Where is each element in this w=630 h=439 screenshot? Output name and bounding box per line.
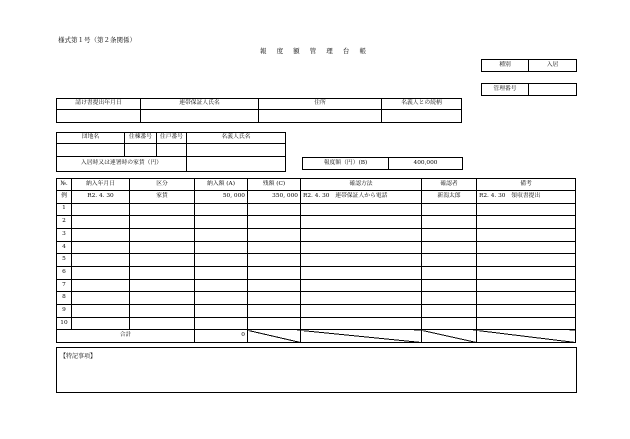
ledger-cell[interactable] xyxy=(72,317,130,330)
example-notes: R2. 4. 30 領収書提出 xyxy=(477,191,576,204)
row-number: 3 xyxy=(57,228,72,241)
ledger-cell[interactable] xyxy=(301,216,422,229)
ledger-cell[interactable] xyxy=(248,317,301,330)
page-title: 報 度 額 管 理 台 帳 xyxy=(260,47,370,55)
ledger-row xyxy=(57,317,576,330)
ledger-header-category: 区分 xyxy=(130,179,195,191)
ledger-total-row xyxy=(57,330,576,343)
housing-building-cell[interactable] xyxy=(125,144,157,157)
total-notes-blank xyxy=(477,330,576,343)
ledger-cell[interactable] xyxy=(301,279,422,292)
ledger-cell[interactable] xyxy=(195,266,248,279)
total-confirmer-blank xyxy=(422,330,477,343)
ledger-cell[interactable] xyxy=(248,203,301,216)
ledger-cell[interactable] xyxy=(422,305,477,318)
row-number: 1 xyxy=(57,203,72,216)
ledger-cell[interactable] xyxy=(130,305,195,318)
ledger-cell[interactable] xyxy=(72,228,130,241)
ledger-cell[interactable] xyxy=(422,203,477,216)
ledger-cell[interactable] xyxy=(477,317,576,330)
total-method-blank xyxy=(301,330,422,343)
ledger-cell[interactable] xyxy=(72,279,130,292)
guarantor-header-address: 住所 xyxy=(259,99,382,110)
remarks-label: 【特記事項】 xyxy=(60,353,97,360)
ledger-cell[interactable] xyxy=(477,254,576,267)
ledger-cell[interactable] xyxy=(72,203,130,216)
ledger-cell[interactable] xyxy=(477,279,576,292)
rent-label: 入居時又は連署時の家賃（円） xyxy=(57,157,187,172)
ledger-cell[interactable] xyxy=(477,266,576,279)
example-amount: 50, 000 xyxy=(195,191,248,204)
ledger-cell[interactable] xyxy=(72,241,130,254)
housing-table xyxy=(56,132,286,172)
ledger-cell[interactable] xyxy=(477,228,576,241)
example-confirmer: 新潟太郎 xyxy=(422,191,477,204)
ledger-cell[interactable] xyxy=(72,292,130,305)
total-value: 0 xyxy=(195,330,248,343)
ledger-cell[interactable] xyxy=(422,241,477,254)
ledger-cell[interactable] xyxy=(422,292,477,305)
ledger-cell[interactable] xyxy=(195,203,248,216)
ledger-cell[interactable] xyxy=(301,266,422,279)
ledger-cell[interactable] xyxy=(248,216,301,229)
ledger-row xyxy=(57,292,576,305)
total-balance-blank xyxy=(248,330,301,343)
row-number: 7 xyxy=(57,279,72,292)
ledger-cell[interactable] xyxy=(195,254,248,267)
ledger-cell[interactable] xyxy=(301,292,422,305)
ledger-header-no: №. xyxy=(57,179,72,191)
ledger-cell[interactable] xyxy=(248,292,301,305)
ledger-cell[interactable] xyxy=(130,228,195,241)
ledger-cell[interactable] xyxy=(195,216,248,229)
ledger-cell[interactable] xyxy=(477,216,576,229)
ledger-header-confirmer: 確認者 xyxy=(422,179,477,191)
guarantor-relation-cell[interactable] xyxy=(382,110,462,123)
guarantor-address-cell[interactable] xyxy=(259,110,382,123)
row-number: 4 xyxy=(57,241,72,254)
ledger-cell[interactable] xyxy=(130,292,195,305)
ledger-cell[interactable] xyxy=(248,305,301,318)
ledger-table xyxy=(56,178,576,343)
category-label: 種別 xyxy=(482,60,529,72)
management-no-value[interactable] xyxy=(529,84,577,96)
guarantor-header-name: 連帯保証人氏名 xyxy=(141,99,259,110)
row-number: 9 xyxy=(57,305,72,318)
ledger-cell[interactable] xyxy=(195,241,248,254)
housing-estate-cell[interactable] xyxy=(57,144,125,157)
ledger-cell[interactable] xyxy=(130,266,195,279)
ledger-cell[interactable] xyxy=(301,241,422,254)
row-number: 2 xyxy=(57,216,72,229)
ledger-row xyxy=(57,279,576,292)
ledger-cell[interactable] xyxy=(301,305,422,318)
ledger-cell[interactable] xyxy=(422,228,477,241)
ledger-cell[interactable] xyxy=(422,317,477,330)
guarantor-header-date: 請け書提出年月日 xyxy=(57,99,141,110)
ledger-cell[interactable] xyxy=(248,279,301,292)
management-no-label: 管理番号 xyxy=(482,84,529,96)
ledger-cell[interactable] xyxy=(195,317,248,330)
ledger-row xyxy=(57,254,576,267)
ledger-cell[interactable] xyxy=(130,317,195,330)
form-number: 様式第１号（第２条関係） xyxy=(58,36,136,44)
remarks-box[interactable] xyxy=(56,347,577,393)
housing-header-estate: 団地名 xyxy=(57,133,125,144)
category-value[interactable]: 入居 xyxy=(529,60,577,72)
limit-label: 報度額（円）(B) xyxy=(303,158,389,170)
housing-header-holder: 名義人氏名 xyxy=(187,133,286,144)
housing-holder-cell[interactable] xyxy=(187,144,286,157)
ledger-cell[interactable] xyxy=(72,254,130,267)
ledger-cell[interactable] xyxy=(422,279,477,292)
ledger-cell[interactable] xyxy=(422,254,477,267)
ledger-cell[interactable] xyxy=(72,266,130,279)
guarantor-date-cell[interactable] xyxy=(57,110,141,123)
ledger-cell[interactable] xyxy=(195,279,248,292)
total-label: 合計 xyxy=(57,330,195,343)
example-date: R2. 4. 30 xyxy=(72,191,130,204)
ledger-row xyxy=(57,241,576,254)
example-balance: 350, 000 xyxy=(248,191,301,204)
ledger-header-notes: 備考 xyxy=(477,179,576,191)
rent-value-cell[interactable] xyxy=(187,157,286,172)
ledger-cell[interactable] xyxy=(72,305,130,318)
limit-value[interactable]: 400,000 xyxy=(389,158,463,170)
housing-header-unit: 住戸番号 xyxy=(157,133,187,144)
ledger-cell[interactable] xyxy=(422,266,477,279)
row-number: 6 xyxy=(57,266,72,279)
guarantor-name-cell[interactable] xyxy=(141,110,259,123)
ledger-cell[interactable] xyxy=(248,228,301,241)
row-number: 5 xyxy=(57,254,72,267)
guarantor-table xyxy=(56,98,462,123)
example-category: 家賃 xyxy=(130,191,195,204)
management-no-table xyxy=(481,83,577,96)
housing-unit-cell[interactable] xyxy=(157,144,187,157)
ledger-cell[interactable] xyxy=(301,203,422,216)
guarantor-header-relation: 名義人との続柄 xyxy=(382,99,462,110)
ledger-cell[interactable] xyxy=(477,305,576,318)
ledger-row xyxy=(57,228,576,241)
housing-header-building: 住棟番号 xyxy=(125,133,157,144)
ledger-header-method: 確認方法 xyxy=(301,179,422,191)
ledger-cell[interactable] xyxy=(248,266,301,279)
category-table xyxy=(481,59,577,72)
ledger-row xyxy=(57,266,576,279)
ledger-row xyxy=(57,216,576,229)
ledger-cell[interactable] xyxy=(422,216,477,229)
ledger-cell[interactable] xyxy=(130,241,195,254)
ledger-cell[interactable] xyxy=(301,254,422,267)
ledger-cell[interactable] xyxy=(301,228,422,241)
ledger-cell[interactable] xyxy=(130,203,195,216)
ledger-header-amount: 納入額 (A) xyxy=(195,179,248,191)
row-number: 8 xyxy=(57,292,72,305)
row-number: 10 xyxy=(57,317,72,330)
ledger-cell[interactable] xyxy=(477,241,576,254)
ledger-cell[interactable] xyxy=(72,216,130,229)
ledger-cell[interactable] xyxy=(477,203,576,216)
ledger-cell[interactable] xyxy=(248,254,301,267)
limit-table xyxy=(302,157,463,170)
ledger-row xyxy=(57,203,576,216)
ledger-header-balance: 残額 (C) xyxy=(248,179,301,191)
example-no: 例 xyxy=(57,191,72,204)
ledger-cell[interactable] xyxy=(195,228,248,241)
ledger-cell[interactable] xyxy=(130,254,195,267)
ledger-cell[interactable] xyxy=(477,292,576,305)
example-method: R2. 4. 30 連帯保証人から電話 xyxy=(301,191,422,204)
ledger-header-date: 納入年月日 xyxy=(72,179,130,191)
ledger-example-row xyxy=(57,191,576,204)
ledger-cell[interactable] xyxy=(195,292,248,305)
ledger-cell[interactable] xyxy=(130,216,195,229)
ledger-cell[interactable] xyxy=(301,317,422,330)
ledger-cell[interactable] xyxy=(248,241,301,254)
ledger-cell[interactable] xyxy=(130,279,195,292)
ledger-cell[interactable] xyxy=(195,305,248,318)
ledger-row xyxy=(57,305,576,318)
